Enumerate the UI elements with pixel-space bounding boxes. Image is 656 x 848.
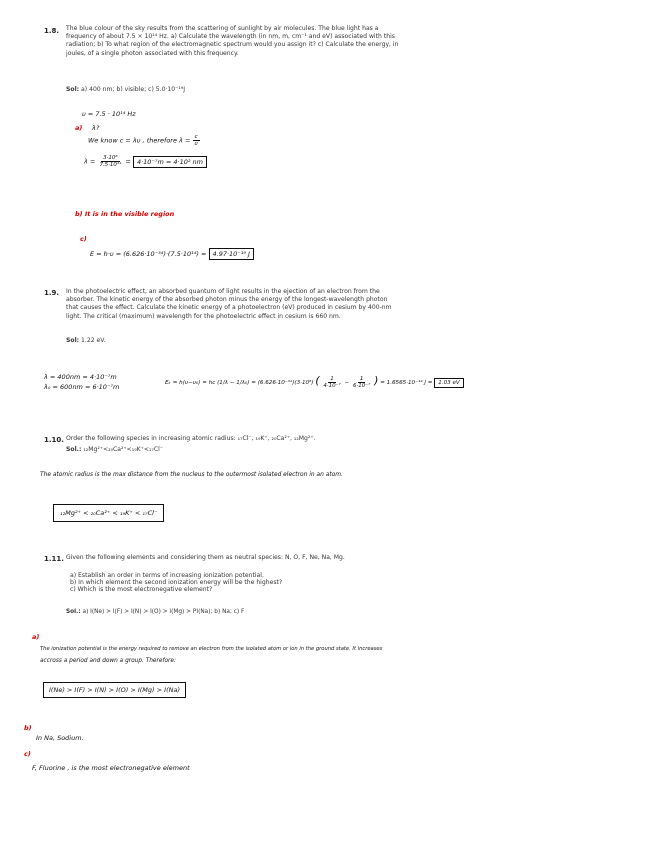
hw-paren-open: ( [315, 374, 320, 387]
frac-num: c [194, 134, 198, 140]
hw-wavelength-result: 4·10⁻⁷m = 4·10² nm [133, 156, 207, 168]
problem-text-1-10: Order the following species in increasing atomic radius: ₁₇Cl⁻, ₁₉K⁺, ₂₀Ca²⁺, ₁₂Mg²⁺. [66, 435, 316, 442]
hw-know-text: We know c = λυ , therefore λ = [88, 136, 191, 145]
hw-answer-b-1-11: In Na, Sodium. [36, 734, 84, 742]
frac-num: 3·10⁸ [103, 155, 118, 161]
hw-lambda0-given: λ₀ = 600nm = 6·10⁻⁷m [44, 383, 120, 391]
frac-num: 1 [330, 376, 334, 382]
hw-energy-expression: E = h·υ = (6.626·10⁻³⁴)·(7.5·10¹⁴) = [90, 250, 207, 258]
solution-label: Sol: [66, 86, 80, 93]
hw-lambda-symbol: λ = [84, 157, 96, 166]
problem-text-1-8: The blue colour of the sky results from the scattering of sunlight by air molecules. The blue light has a frequency of about 7.5 × 10¹⁴ Hz. a) Calculate the wavelength (in nm, m, cm⁻¹ and eV) associated with this radiation; b) To what region of the electromagnetic spectrum would you assign it? c) Calculate the energy, in joules, of a single photon associated with this frequency. [66, 25, 399, 57]
hw-paren-close: ) [374, 374, 379, 387]
list-item: a) Establish an order in terms of increasing ionization potential. [70, 572, 264, 579]
hw-energy-result: 4.97·10⁻¹⁹ J [209, 248, 254, 260]
hw-label-c-1-11: c) [24, 750, 31, 758]
hw-kinetic-expression: Eₖ = h(υ−υ₀) = hc (1/λ − 1/λ₀) = (6.626·10⁻³⁴)(3·10⁸) [165, 380, 314, 386]
hw-equals: = [125, 157, 131, 166]
hw-label-b-1-11: b) [24, 724, 32, 732]
problem-number-1-10: 1.10. [44, 436, 64, 444]
frac-num: 1 [359, 376, 364, 382]
hw-answer-c-1-11: F, Fluorine , is the most electronegative element [32, 764, 190, 772]
hw-label-c: c) [80, 235, 87, 243]
solution-text: ₁₂Mg²⁺<₂₀Ca²⁺<₁₉K⁺<₁₇Cl⁻ [83, 446, 164, 453]
hw-kinetic-result: 1.03 eV [434, 378, 464, 388]
hw-radius-definition: The atomic radius is the max distance from the nucleus to the outermost isolated electron in an atom. [40, 472, 343, 478]
solution-text: 1.22 eV. [81, 337, 106, 344]
hw-energy-calc [90, 248, 254, 260]
hw-know-line [88, 134, 200, 147]
hw-frac-1 [321, 376, 342, 389]
problem-number-1-8: 1.8. [44, 27, 60, 35]
hw-ionization-text-1: The ionization potential is the energy required to remove an electron from the isolated atom or ion in the ground state. It increases [40, 646, 383, 652]
hw-ionization-result: I(Ne) > I(F) > I(N) > I(O) > I(Mg) > I(Na) [43, 682, 186, 698]
hw-ionization-text-2: accross a period and down a group. Therefore: [40, 658, 176, 664]
hw-lambda-question: λ? [92, 124, 100, 132]
solution-label: Sol.: [66, 446, 82, 453]
solution-text: a) 400 nm; b) visible; c) 5.0·10⁻¹⁹J [81, 86, 186, 93]
problem-number-1-9: 1.9. [44, 289, 60, 297]
frac-den: 7.5·10¹⁴ [99, 162, 122, 168]
hw-answer-b: b) It is in the visible region [75, 210, 175, 218]
hw-label-a: a) [75, 124, 83, 132]
hw-kinetic-calc [165, 374, 464, 389]
hw-minus: − [344, 380, 350, 386]
hw-lambda-calc [84, 155, 207, 168]
solution-label: Sol: [66, 337, 80, 344]
frac-den: 6·10⁻⁷ [352, 383, 371, 389]
hw-lambda-fraction [97, 155, 123, 168]
list-item: b) In which element the second ionization energy will be the highest? [70, 579, 283, 587]
problem-items-1-11 [70, 572, 282, 595]
hw-radius-result: ₁₂Mg²⁺ < ₂₀Ca²⁺ < ₁₉K⁺ < ₁₇Cl⁻ [53, 504, 164, 522]
list-item: c) Which is the most electronegative element? [70, 586, 213, 594]
solution-label: Sol.: [66, 609, 81, 615]
solution-1-10 [66, 446, 163, 453]
solution-1-8 [66, 86, 185, 93]
hw-frac-2 [351, 376, 372, 389]
problem-text-1-11: Given the following elements and considering them as neutral species: N, O, F, Ne, Na, Mg. [66, 554, 345, 561]
hw-given-frequency: υ = 7.5 · 10¹⁴ Hz [82, 110, 136, 118]
hw-label-a-1-11: a) [32, 633, 40, 641]
problem-number-1-11: 1.11. [44, 555, 64, 563]
frac-den: 4·10⁻⁷ [323, 383, 341, 389]
hw-kinetic-after: = 1.6565·10⁻¹⁹ J = [380, 380, 433, 386]
solution-text: a) I(Ne) > I(F) > I(N) > I(O) > I(Mg) > PI(Na); b) Na; c) F [82, 609, 245, 615]
solution-1-9 [66, 337, 106, 344]
problem-text-1-9: In the photoelectric effect, an absorbed quantum of light results in the ejection of an electron from the absorber. The kinetic energy of the absorbed photon minus the energy of the longest-wavelength photon that causes the effect. Calculate the kinetic energy of a photoelectron (eV) produced in cesium by 400-nm light. The critical (maximum) wavelength for the photoelectric effect in cesium is 660 nm. [66, 288, 392, 320]
frac-den: υ [194, 141, 198, 147]
solution-1-11 [66, 609, 244, 615]
hw-lambda-given: λ = 400nm = 4·10⁻⁷m [44, 373, 117, 381]
hw-c-over-nu [192, 134, 199, 147]
